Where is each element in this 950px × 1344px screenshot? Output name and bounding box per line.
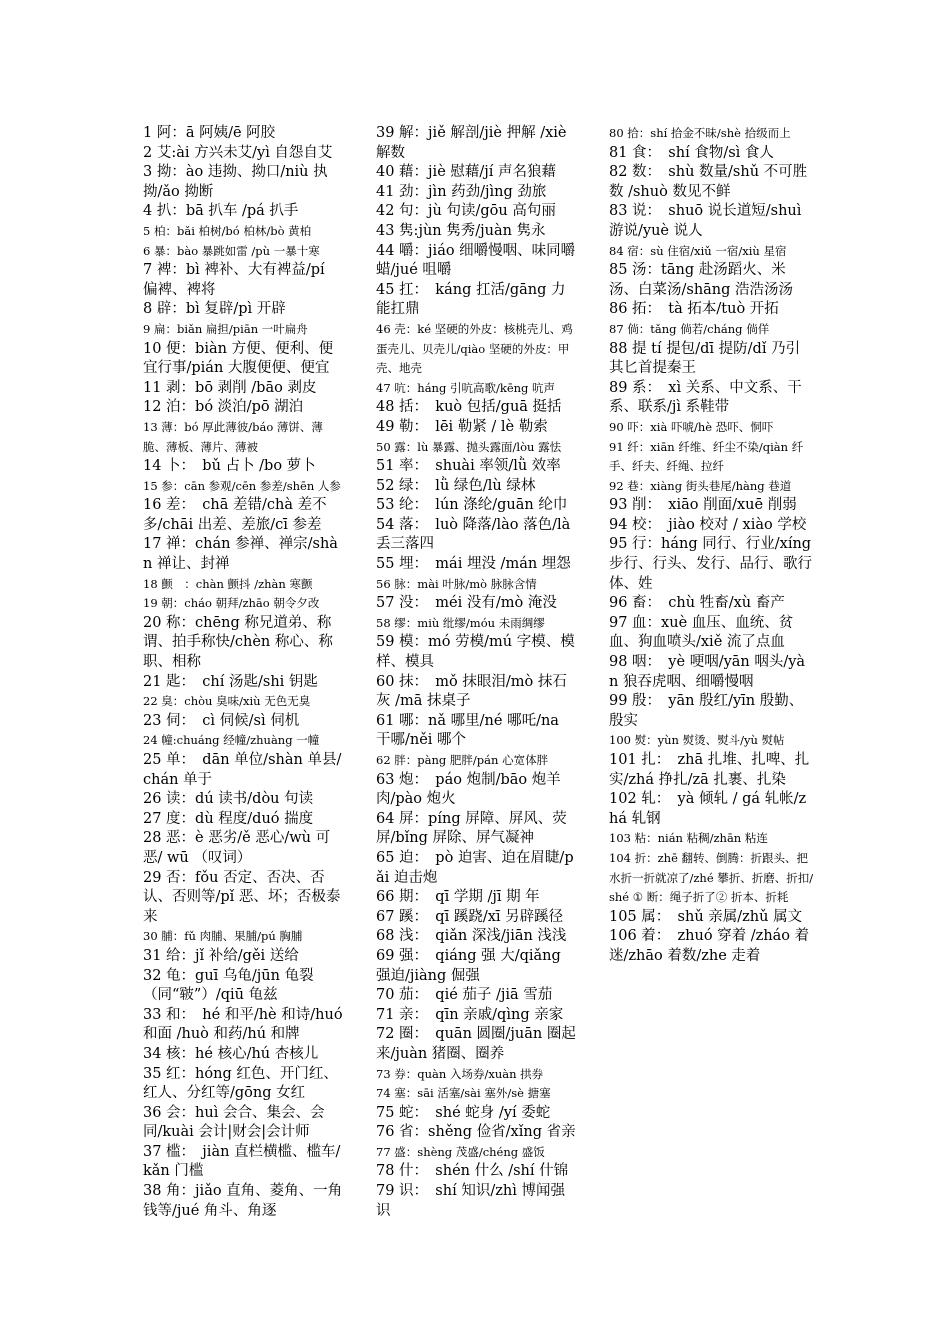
polyphone-entry: 18 颤 ：chàn 颤抖 /zhàn 寒颤 [143, 576, 313, 591]
polyphone-entry: 46 壳：ké 坚硬的外皮：核桃壳儿、鸡蛋壳儿、贝壳儿/qiào 坚硬的外皮：甲壳、地壳 [376, 321, 573, 376]
polyphone-entry: 102 轧： yà 倾轧 / gá 轧帐/zhá 轧钢 [609, 791, 807, 827]
polyphone-entry: 56 脉：mài 叶脉/mò 脉脉含情 [376, 576, 537, 591]
polyphone-entry: 15 参：cān 参观/cēn 参差/shēn 人参 [143, 478, 341, 493]
polyphone-entry: 9 扁：biǎn 扁担/piān 一叶扁舟 [143, 321, 308, 336]
polyphone-entry: 93 削： xiāo 削面/xuē 削弱 [609, 497, 797, 514]
polyphone-entry: 48 括： kuò 包括/guā 挺括 [376, 399, 562, 416]
polyphone-entry: 29 否：fǒu 否定、否决、否认、否则等/pǐ 恶、坏；否极泰来 [143, 869, 341, 925]
polyphone-entry: 75 蛇： shé 蛇身 /yí 委蛇 [376, 1104, 551, 1121]
polyphone-entry: 68 浅： qiǎn 深浅/jiān 浅浅 [376, 928, 567, 945]
polyphone-entry: 55 埋： mái 埋没 /mán 埋怨 [376, 556, 571, 573]
polyphone-entry: 27 度：dù 程度/duó 揣度 [143, 810, 314, 827]
polyphone-entry: 63 炮： páo 炮制/bāo 炮羊肉/pào 炮火 [376, 771, 561, 808]
polyphone-entry: 59 模：mó 劳模/mú 字模、模样、模具 [376, 634, 575, 671]
polyphone-entry: 71 亲： qīn 亲戚/qìng 亲家 [376, 1006, 564, 1023]
polyphone-entry: 73 券：quàn 入场券/xuàn 拱券 [376, 1066, 544, 1081]
polyphone-entry: 98 咽： yè 哽咽/yān 咽头/yàn 狼吞虎咽、细嚼慢咽 [609, 654, 806, 690]
polyphone-entry: 7 裨：bì 裨补、大有裨益/pí 偏裨、裨将 [143, 262, 325, 298]
polyphone-entry: 58 缪：miù 纰缪/móu 未雨绸缪 [376, 615, 545, 630]
polyphone-entry: 49 勒： lēi 勒紧 / lè 勒索 [376, 418, 548, 435]
polyphone-entry: 16 差： chā 差错/chà 差不多/chāi 出差、差旅/cī 参差 [143, 497, 327, 533]
polyphone-entry: 66 期： qī 学期 /jī 期 年 [376, 889, 540, 906]
polyphone-entry: 41 劲：jìn 药劲/jìng 劲旅 [376, 183, 547, 200]
polyphone-entry: 94 校： jiào 校对 / xiào 学校 [609, 516, 807, 533]
polyphone-entry: 104 折：zhē 翻转、倒腾：折跟头、把水折一折就凉了/zhé 攀折、折磨、折扣/shé ① 断：绳子折了② 折本、折耗 [609, 850, 814, 905]
polyphone-entry: 45 扛： káng 扛活/gāng 力能扛鼎 [376, 281, 566, 318]
polyphone-entry: 87 倘：tǎng 倘若/cháng 倘佯 [609, 321, 770, 336]
polyphone-entry: 57 没： méi 没有/mò 淹没 [376, 595, 557, 612]
polyphone-entry: 72 圈： quān 圆圈/juān 圈起来/juàn 猪圈、圈养 [376, 1026, 576, 1062]
polyphone-entry: 11 剥：bō 剥削 /bāo 剥皮 [143, 379, 317, 396]
polyphone-entry: 54 落： luò 降落/lào 落色/là 丢三落四 [376, 516, 571, 553]
polyphone-entry: 62 胖：pàng 肥胖/pán 心宽体胖 [376, 753, 549, 767]
polyphone-entry: 21 匙： chí 汤匙/shi 钥匙 [143, 673, 318, 690]
polyphone-entry: 10 便：biàn 方便、便利、便宜行事/pián 大腹便便、便宜 [143, 340, 334, 377]
polyphone-entry: 50 露：lù 暴露、抛头露面/lòu 露怯 [376, 439, 562, 454]
polyphone-entry: 60 抹： mǒ 抹眼泪/mò 抹石灰 /mā 抹桌子 [376, 673, 567, 710]
polyphone-entry: 26 读：dú 读书/dòu 句读 [143, 791, 314, 808]
polyphone-entry: 79 识： shí 知识/zhì 博闻强识 [376, 1183, 565, 1219]
polyphone-entry: 23 伺： cì 伺候/sì 伺机 [143, 712, 300, 729]
polyphone-entry: 51 率： shuài 率领/lǜ 效率 [376, 458, 561, 475]
polyphone-entry: 100 熨：yùn 熨烫、熨斗/yù 熨帖 [609, 733, 785, 748]
polyphone-entry: 22 臭：chòu 臭味/xiù 无色无臭 [143, 694, 311, 709]
polyphone-entry: 4 扒：bā 扒车 /pá 扒手 [143, 203, 299, 220]
polyphone-entry: 61 哪：nǎ 哪里/né 哪吒/na 干哪/něi 哪个 [376, 712, 559, 749]
polyphone-entry: 39 解：jiě 解剖/jiè 押解 /xiè 解数 [376, 125, 567, 161]
polyphone-entry: 1 阿：ā 阿姨/ē 阿胶 [143, 125, 276, 141]
polyphone-entry: 99 殷： yān 殷红/yīn 殷勤、殷实 [609, 693, 804, 729]
column-right [609, 124, 814, 967]
polyphone-entry: 19 朝：cháo 朝拜/zhāo 朝令夕改 [143, 596, 320, 611]
polyphone-entry: 105 属： shǔ 亲属/zhǔ 属文 [609, 908, 803, 925]
polyphone-entry: 6 暴：bào 暴跳如雷 /pù 一暴十寒 [143, 243, 320, 258]
polyphone-entry: 64 屏：píng 屏障、屏风、荧屏/bǐng 屏除、屏气凝神 [376, 810, 567, 847]
polyphone-entry: 28 恶：è 恶劣/ě 恶心/wù 可恶/ wū （叹词） [143, 830, 331, 866]
polyphone-entry: 47 吭：háng 引吭高歌/kēng 吭声 [376, 380, 556, 395]
polyphone-entry: 96 畜： chù 牲畜/xù 畜产 [609, 595, 785, 612]
polyphone-entry: 24 幢:chuáng 经幢/zhuàng 一幢 [143, 733, 320, 748]
polyphone-entry: 76 省：shěng 俭省/xǐng 省亲 [376, 1124, 576, 1141]
polyphone-entry: 2 艾:ài 方兴未艾/yì 自怨自艾 [143, 144, 333, 161]
polyphone-entry: 25 单： dān 单位/shàn 单县/chán 单于 [143, 752, 342, 788]
polyphone-entry: 35 红：hóng 红色、开门红、红人、分红等/gōng 女红 [143, 1065, 338, 1102]
polyphone-entry: 14 卜： bǔ 占卜 /bo 萝卜 [143, 458, 316, 475]
polyphone-entry: 95 行：háng 同行、行业/xíng 步行、行头、发行、品行、歌行体、姓 [609, 536, 812, 592]
polyphone-entry: 92 巷：xiàng 街头巷尾/hàng 巷道 [609, 478, 792, 493]
polyphone-entry: 81 食： shí 食物/sì 食人 [609, 144, 774, 161]
polyphone-entry: 33 和： hé 和平/hè 和诗/huó 和面 /huò 和药/hú 和牌 [143, 1006, 343, 1043]
polyphone-entry: 37 槛： jiàn 直栏横槛、槛车/kǎn 门槛 [143, 1143, 341, 1180]
polyphone-entry: 43 隽:jùn 隽秀/juàn 隽永 [376, 222, 546, 239]
polyphone-entry: 82 数： shù 数量/shǔ 不可胜数 /shuò 数见不鲜 [609, 164, 808, 200]
polyphone-entry: 42 句：jù 句读/gōu 高句丽 [376, 203, 556, 220]
polyphone-entry: 67 蹊： qī 蹊跷/xī 另辟蹊径 [376, 908, 564, 925]
polyphone-entry: 38 角：jiǎo 直角、菱角、一角钱等/jué 角斗、角逐 [143, 1183, 343, 1219]
polyphone-entry: 91 纤：xiān 纤维、纤尘不染/qiàn 纤手、纤夫、纤绳、拉纤 [609, 439, 804, 474]
polyphone-entry: 80 拾：shí 拾金不昧/shè 拾级而上 [609, 126, 791, 140]
polyphone-entry: 13 薄：bó 厚此薄彼/báo 薄饼、薄脆、薄板、薄片、薄被 [143, 419, 323, 454]
polyphone-entry: 101 扎： zhā 扎堆、扎啤、扎实/zhá 挣扎/zā 扎裹、扎染 [609, 752, 810, 788]
polyphone-entry: 77 盛：shèng 茂盛/chéng 盛饭 [376, 1144, 545, 1159]
polyphone-entry: 85 汤：tāng 赴汤蹈火、米汤、白菜汤/shāng 浩浩汤汤 [609, 262, 794, 298]
column-left [143, 124, 343, 1221]
polyphone-entry: 106 着： zhuó 穿着 /zháo 着迷/zhāo 着数/zhe 走着 [609, 928, 810, 964]
polyphone-entry: 5 柏：bǎi 柏树/bó 柏林/bò 黄柏 [143, 223, 312, 238]
polyphone-entry: 36 会：huì 会合、集会、会同/kuài 会计|财会|会计师 [143, 1104, 325, 1141]
polyphone-entry: 89 系： xì 关系、中文系、干系、联系/jì 系鞋带 [609, 379, 802, 416]
polyphone-entry: 52 绿： lǜ 绿色/lù 绿林 [376, 477, 536, 494]
polyphone-entry: 70 茄： qié 茄子 /jiā 雪茄 [376, 987, 553, 1004]
polyphone-entry: 88 提 tí 提包/dī 提防/dǐ 乃引其匕首提秦王 [609, 340, 801, 377]
polyphone-entry: 97 血：xuè 血压、血统、贫血、狗血喷头/xiě 流了点血 [609, 614, 794, 651]
polyphone-entry: 84 宿：sù 住宿/xiǔ 一宿/xiù 星宿 [609, 243, 787, 258]
polyphone-entry: 69 强： qiáng 强 大/qiǎng 强迫/jiàng 倔强 [376, 947, 561, 984]
polyphone-entry: 31 给：jǐ 补给/gěi 送给 [143, 947, 299, 964]
column-middle [376, 124, 576, 1221]
polyphone-entry: 65 迫： pò 迫害、迫在眉睫/pǎi 迫击炮 [376, 849, 574, 886]
polyphone-entry: 74 塞：sāi 活塞/sài 塞外/sè 搪塞 [376, 1086, 551, 1101]
polyphone-entry: 83 说： shuō 说长道短/shuì 游说/yuè 说人 [609, 203, 802, 239]
polyphone-entry: 86 拓： tà 拓本/tuò 开拓 [609, 301, 779, 318]
polyphone-entry: 34 核：hé 核心/hú 杏核儿 [143, 1045, 319, 1062]
polyphone-entry: 17 禅：chán 参禅、禅宗/shàn 禅让、封禅 [143, 536, 338, 573]
polyphone-entry: 32 龟：guī 乌龟/jūn 龟裂（同“皲”）/qiū 龟兹 [143, 967, 314, 1004]
polyphone-entry: 8 辟：bì 复辟/pì 开辟 [143, 301, 286, 318]
polyphone-entry: 90 吓：xià 吓唬/hè 恐吓、恫吓 [609, 419, 774, 434]
polyphone-entry: 3 拗：ào 违拗、拗口/niù 执拗/ǎo 拗断 [143, 164, 328, 200]
polyphone-entry: 12 泊：bó 淡泊/pō 湖泊 [143, 399, 304, 416]
polyphone-entry: 20 称：chēng 称兄道弟、称谓、拍手称快/chèn 称心、称职、相称 [143, 614, 333, 671]
polyphone-entry: 40 藉：jiè 慰藉/jí 声名狼藉 [376, 164, 557, 181]
polyphone-entry: 30 脯：fǔ 肉脯、果脯/pú 胸脯 [143, 929, 303, 944]
polyphone-entry: 78 什： shén 什么 /shí 什锦 [376, 1163, 569, 1180]
polyphone-entry: 53 纶： lún 涤纶/guān 纶巾 [376, 497, 568, 514]
polyphone-entry: 44 嚼：jiáo 细嚼慢咽、味同嚼蜡/jué 咀嚼 [376, 242, 576, 279]
polyphone-entry: 103 粘：nián 粘稠/zhān 粘连 [609, 831, 768, 846]
